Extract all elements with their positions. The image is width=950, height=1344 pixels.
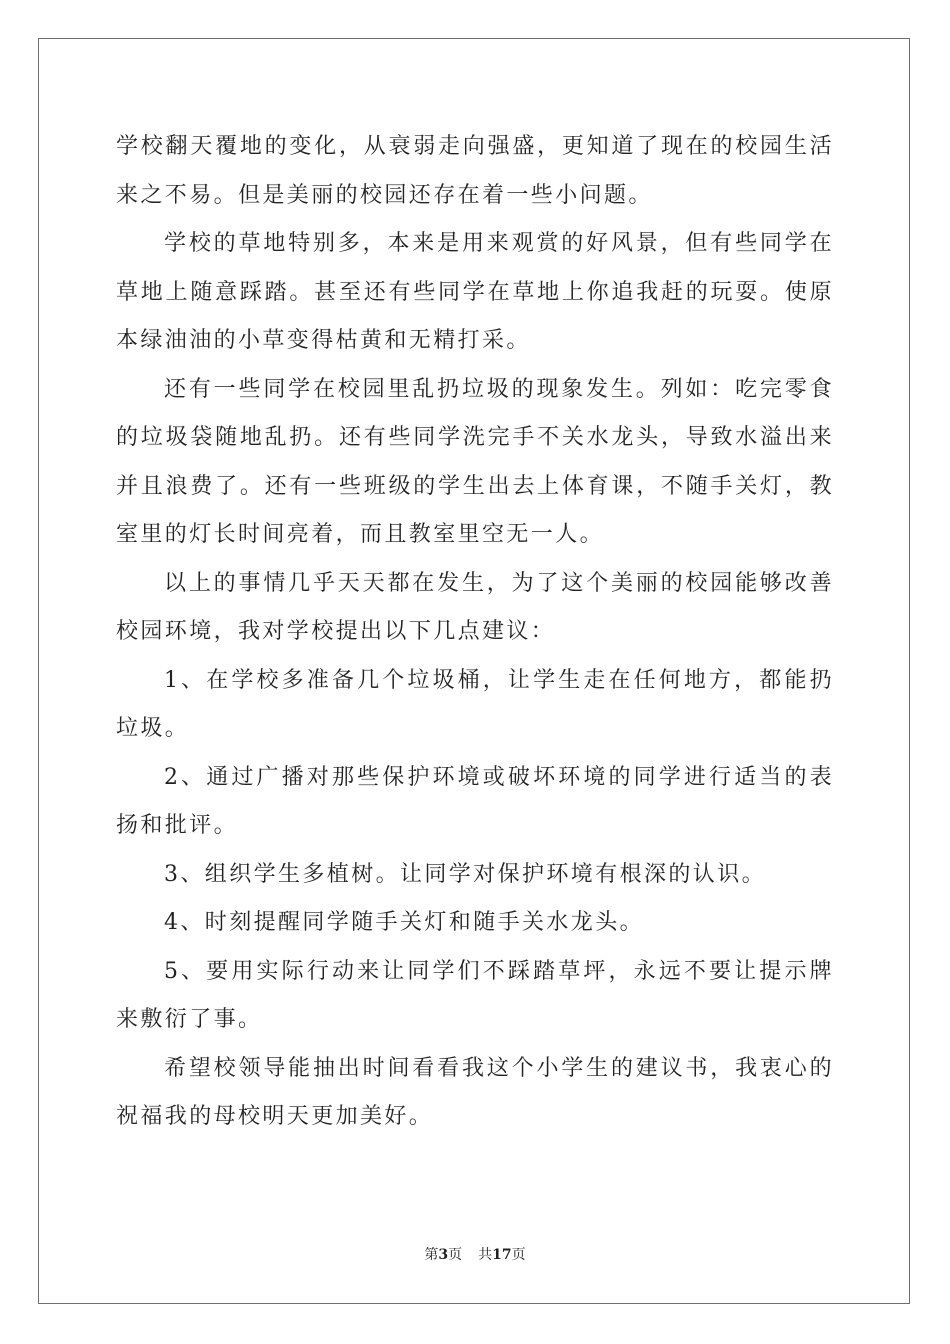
paragraph-2: 学校的草地特别多，本来是用来观赏的好风景，但有些同学在草地上随意踩踏。甚至还有些同学在草地上你追我赶的玩耍。使原本绿油油的小草变得枯黄和无精打采。 — [116, 231, 834, 353]
document-body — [116, 123, 834, 1142]
page-number: 第3页 — [424, 1247, 463, 1263]
suggestion-2: 2、通过广播对那些保护环境或破坏环境的同学进行适当的表扬和批评。 — [116, 764, 834, 838]
paragraph-3: 还有一些同学在校园里乱扔垃圾的现象发生。列如：吃完零食的垃圾袋随地乱扔。还有些同学洗完手不关水龙头，导致水溢出来并且浪费了。还有一些班级的学生出去上体育课，不随手关灯，教室里的灯长时间亮着，而且教室里空无一人。 — [116, 376, 834, 547]
suggestion-4: 4、时刻提醒同学随手关灯和随手关水龙头。 — [164, 910, 644, 935]
suggestion-5: 5、要用实际行动来让同学们不踩踏草坪，永远不要让提示牌来敷衍了事。 — [116, 958, 834, 1032]
paragraph-1: 学校翻天覆地的变化，从衰弱走向强盛，更知道了现在的校园生活来之不易。但是美丽的校园还存在着一些小问题。 — [116, 134, 834, 208]
page-footer — [0, 1244, 950, 1264]
suggestion-3: 3、组织学生多植树。让同学对保护环境有根深的认识。 — [164, 861, 766, 887]
page-total: 共17页 — [478, 1247, 526, 1263]
suggestion-1: 1、在学校多准备几个垃圾桶，让学生走在任何地方，都能扔垃圾。 — [116, 667, 834, 741]
closing-paragraph: 希望校领导能抽出时间看看我这个小学生的建议书，我衷心的祝福我的母校明天更加美好。 — [116, 1055, 834, 1129]
paragraph-4: 以上的事情几乎天天都在发生，为了这个美丽的校园能够改善校园环境，我对学校提出以下几点建议： — [116, 570, 834, 644]
